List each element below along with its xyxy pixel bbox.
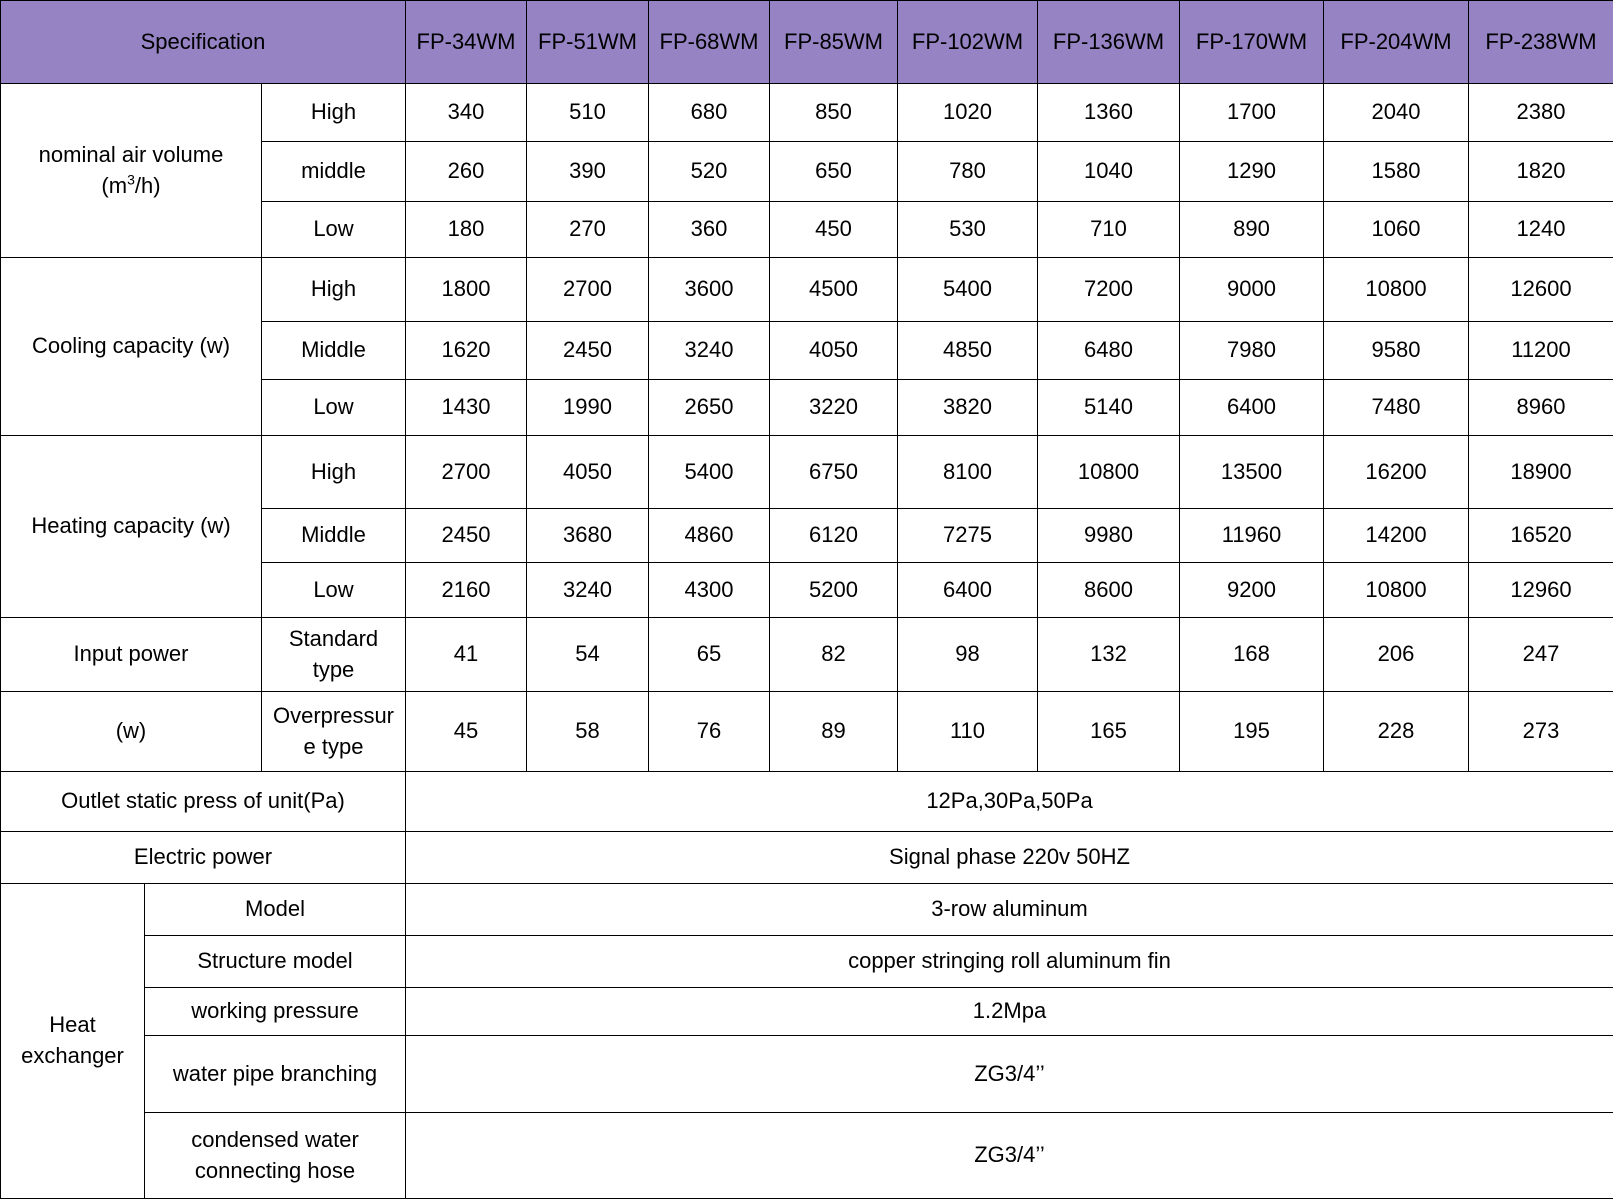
value-cell: 1240 (1469, 202, 1613, 258)
value-cell: 5200 (770, 563, 898, 618)
value-cell: 7480 (1324, 380, 1469, 436)
model-header: FP-34WM (406, 1, 527, 84)
value-cell: 165 (1038, 692, 1180, 772)
model-header: FP-136WM (1038, 1, 1180, 84)
heat-exchanger-sub-label: water pipe branching (145, 1036, 406, 1113)
value-cell: 6120 (770, 509, 898, 563)
value-cell: 5400 (649, 436, 770, 509)
outlet-static-value: 12Pa,30Pa,50Pa (406, 772, 1613, 832)
level-label: Low (262, 563, 406, 618)
level-label: middle (262, 142, 406, 202)
value-cell: 4050 (770, 322, 898, 380)
heat-exchanger-label: Heat exchanger (1, 884, 145, 1199)
value-cell: 9580 (1324, 322, 1469, 380)
value-cell: 1430 (406, 380, 527, 436)
value-cell: 11960 (1180, 509, 1324, 563)
value-cell: 9200 (1180, 563, 1324, 618)
heat-exchanger-value: ZG3/4’’ (406, 1113, 1613, 1199)
value-cell: 11200 (1469, 322, 1613, 380)
value-cell: 1620 (406, 322, 527, 380)
value-cell: 1290 (1180, 142, 1324, 202)
air-volume-unit: $(m^3/h)$ (101, 171, 161, 198)
value-cell: 168 (1180, 618, 1324, 692)
input-power-label: Input power (1, 618, 262, 692)
value-cell: 14200 (1324, 509, 1469, 563)
value-cell: 206 (1324, 618, 1469, 692)
value-cell: 650 (770, 142, 898, 202)
value-cell: 1580 (1324, 142, 1469, 202)
value-cell: 530 (898, 202, 1038, 258)
heat-exchanger-row (1, 988, 1613, 1036)
value-cell: 2040 (1324, 84, 1469, 142)
air-volume-label (1, 84, 262, 258)
value-cell: 390 (527, 142, 649, 202)
value-cell: 8960 (1469, 380, 1613, 436)
value-cell: 4300 (649, 563, 770, 618)
specification-header: Specification (1, 1, 406, 84)
value-cell: 2700 (527, 258, 649, 322)
value-cell: 6480 (1038, 322, 1180, 380)
value-cell: 2450 (406, 509, 527, 563)
value-cell: 6400 (898, 563, 1038, 618)
value-cell: 2700 (406, 436, 527, 509)
model-header: FP-102WM (898, 1, 1038, 84)
value-cell: 132 (1038, 618, 1180, 692)
model-header: FP-85WM (770, 1, 898, 84)
value-cell: 2450 (527, 322, 649, 380)
value-cell: 1800 (406, 258, 527, 322)
cooling-capacity-label: Cooling capacity (w) (1, 258, 262, 436)
value-cell: 4050 (527, 436, 649, 509)
value-cell: 2160 (406, 563, 527, 618)
value-cell: 340 (406, 84, 527, 142)
value-cell: 273 (1469, 692, 1613, 772)
level-label: Low (262, 202, 406, 258)
air-volume-row (1, 84, 1613, 142)
value-cell: 89 (770, 692, 898, 772)
value-cell: 10800 (1324, 563, 1469, 618)
input-power-row (1, 692, 1613, 772)
value-cell: 10800 (1038, 436, 1180, 509)
level-label: Low (262, 380, 406, 436)
heat-exchanger-row (1, 1113, 1613, 1199)
value-cell: 2380 (1469, 84, 1613, 142)
value-cell: 1040 (1038, 142, 1180, 202)
value-cell: 1700 (1180, 84, 1324, 142)
value-cell: 5140 (1038, 380, 1180, 436)
model-header: FP-238WM (1469, 1, 1613, 84)
value-cell: 8600 (1038, 563, 1180, 618)
value-cell: 6400 (1180, 380, 1324, 436)
heating-capacity-label: Heating capacity (w) (1, 436, 262, 618)
value-cell: 7980 (1180, 322, 1324, 380)
value-cell: 270 (527, 202, 649, 258)
value-cell: 5400 (898, 258, 1038, 322)
power-type-label: Standard type (262, 618, 406, 692)
input-power-unit: (w) (1, 692, 262, 772)
value-cell: 9980 (1038, 509, 1180, 563)
value-cell: 9000 (1180, 258, 1324, 322)
value-cell: 65 (649, 618, 770, 692)
header-row (1, 1, 1613, 84)
value-cell: 520 (649, 142, 770, 202)
value-cell: 450 (770, 202, 898, 258)
value-cell: 710 (1038, 202, 1180, 258)
value-cell: 7275 (898, 509, 1038, 563)
heat-exchanger-sub-label: Structure model (145, 936, 406, 988)
value-cell: 18900 (1469, 436, 1613, 509)
value-cell: 510 (527, 84, 649, 142)
value-cell: 6750 (770, 436, 898, 509)
value-cell: 780 (898, 142, 1038, 202)
value-cell: 2650 (649, 380, 770, 436)
model-header: FP-68WM (649, 1, 770, 84)
value-cell: 76 (649, 692, 770, 772)
value-cell: 3240 (649, 322, 770, 380)
level-label: High (262, 436, 406, 509)
input-power-row (1, 618, 1613, 692)
value-cell: 16200 (1324, 436, 1469, 509)
level-label: High (262, 84, 406, 142)
value-cell: 195 (1180, 692, 1324, 772)
level-label: Middle (262, 322, 406, 380)
value-cell: 680 (649, 84, 770, 142)
heating-row (1, 436, 1613, 509)
heat-exchanger-row (1, 1036, 1613, 1113)
value-cell: 45 (406, 692, 527, 772)
value-cell: 4860 (649, 509, 770, 563)
outlet-static-label: Outlet static press of unit(Pa) (1, 772, 406, 832)
model-header: FP-170WM (1180, 1, 1324, 84)
value-cell: 260 (406, 142, 527, 202)
value-cell: 4500 (770, 258, 898, 322)
value-cell: 58 (527, 692, 649, 772)
heat-exchanger-value: 1.2Mpa (406, 988, 1613, 1036)
value-cell: 98 (898, 618, 1038, 692)
value-cell: 1060 (1324, 202, 1469, 258)
value-cell: 82 (770, 618, 898, 692)
value-cell: 41 (406, 618, 527, 692)
cooling-row (1, 258, 1613, 322)
model-header: FP-204WM (1324, 1, 1469, 84)
electric-power-value: Signal phase 220v 50HZ (406, 832, 1613, 884)
electric-power-row (1, 832, 1613, 884)
heat-exchanger-row (1, 884, 1613, 936)
value-cell: 890 (1180, 202, 1324, 258)
value-cell: 3600 (649, 258, 770, 322)
outlet-static-row (1, 772, 1613, 832)
air-volume-title: nominal air volume (38, 141, 224, 167)
value-cell: 1020 (898, 84, 1038, 142)
value-cell: 360 (649, 202, 770, 258)
value-cell: 12960 (1469, 563, 1613, 618)
value-cell: 13500 (1180, 436, 1324, 509)
level-label: High (262, 258, 406, 322)
value-cell: 3220 (770, 380, 898, 436)
value-cell: 3240 (527, 563, 649, 618)
value-cell: 1820 (1469, 142, 1613, 202)
heat-exchanger-sub-label: condensed water connecting hose (145, 1113, 406, 1199)
value-cell: 228 (1324, 692, 1469, 772)
value-cell: 1360 (1038, 84, 1180, 142)
value-cell: 3820 (898, 380, 1038, 436)
value-cell: 1990 (527, 380, 649, 436)
level-label: Middle (262, 509, 406, 563)
heat-exchanger-sub-label: working pressure (145, 988, 406, 1036)
heat-exchanger-value: 3-row aluminum (406, 884, 1613, 936)
value-cell: 16520 (1469, 509, 1613, 563)
value-cell: 7200 (1038, 258, 1180, 322)
heat-exchanger-value: copper stringing roll aluminum fin (406, 936, 1613, 988)
value-cell: 180 (406, 202, 527, 258)
heat-exchanger-value: ZG3/4’’ (406, 1036, 1613, 1113)
value-cell: 110 (898, 692, 1038, 772)
value-cell: 54 (527, 618, 649, 692)
electric-power-label: Electric power (1, 832, 406, 884)
value-cell: 4850 (898, 322, 1038, 380)
model-header: FP-51WM (527, 1, 649, 84)
value-cell: 247 (1469, 618, 1613, 692)
value-cell: 10800 (1324, 258, 1469, 322)
power-type-label: Overpressur e type (262, 692, 406, 772)
value-cell: 850 (770, 84, 898, 142)
heat-exchanger-row (1, 936, 1613, 988)
heat-exchanger-sub-label: Model (145, 884, 406, 936)
value-cell: 12600 (1469, 258, 1613, 322)
value-cell: 8100 (898, 436, 1038, 509)
value-cell: 3680 (527, 509, 649, 563)
